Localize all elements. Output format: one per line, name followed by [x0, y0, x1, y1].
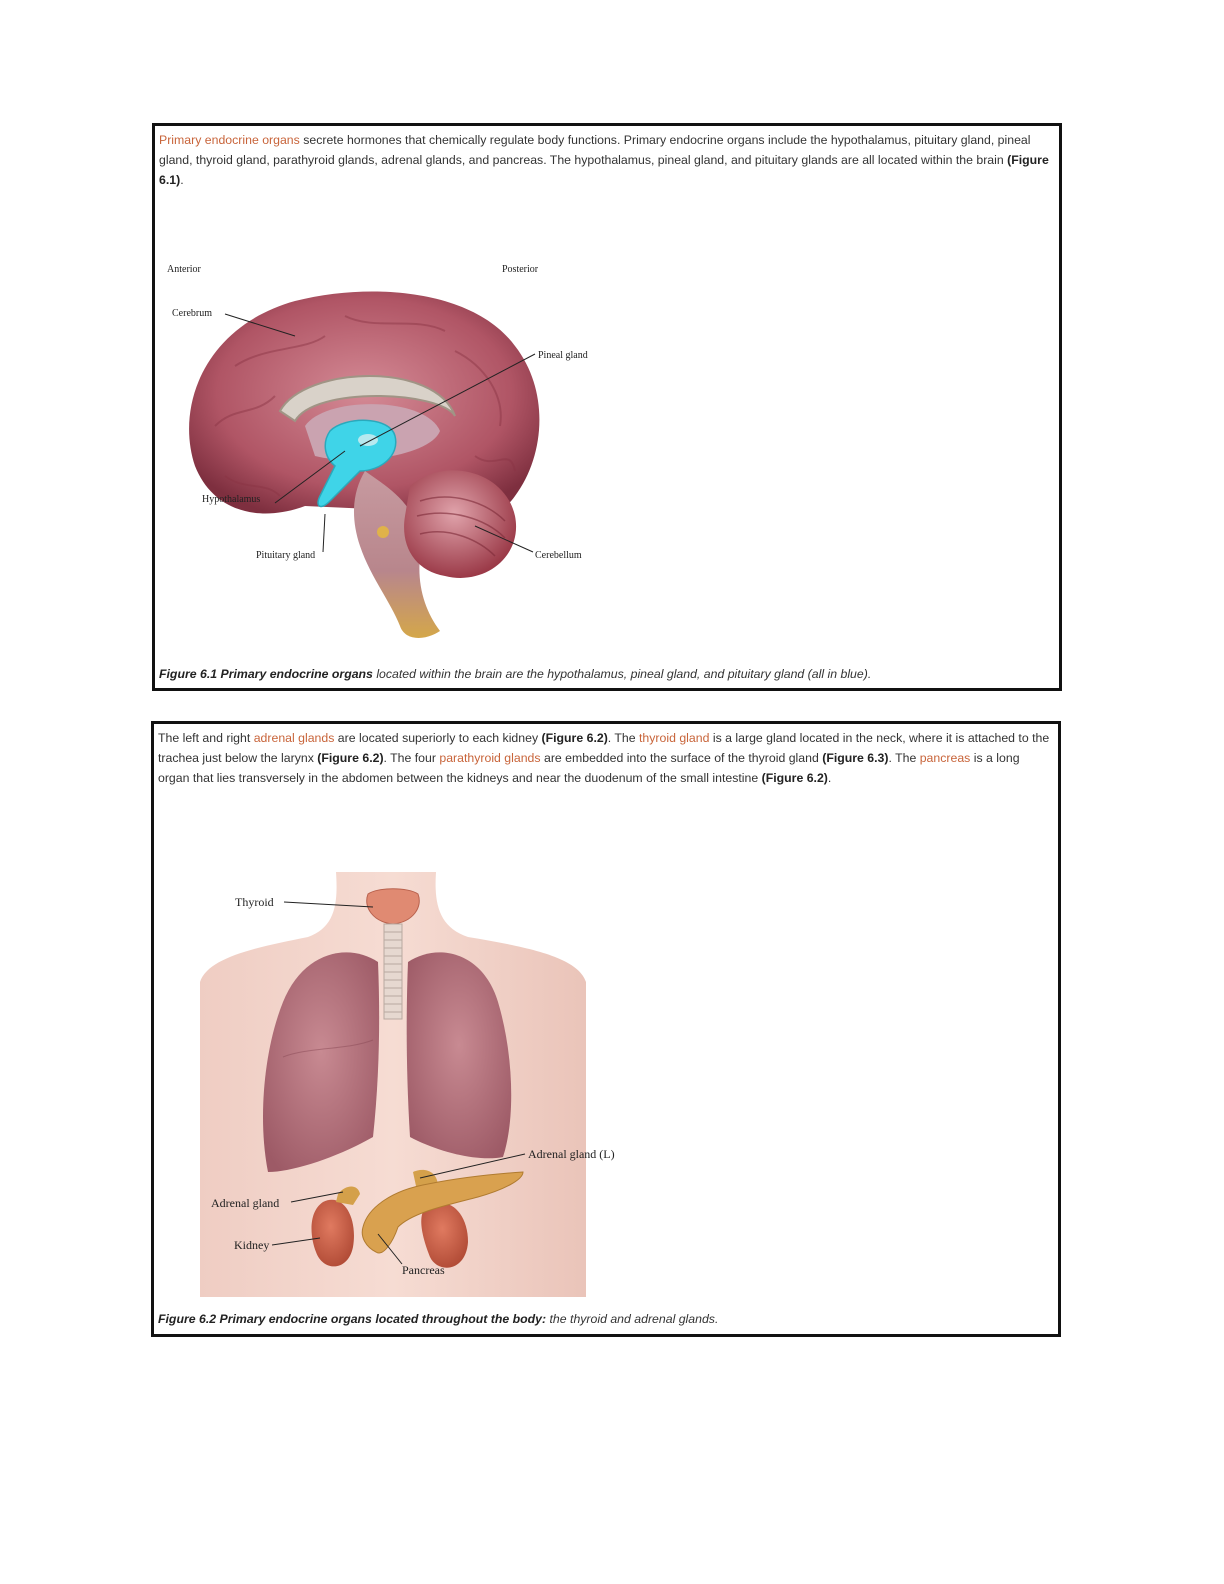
paragraph-text: . [827, 771, 832, 785]
paragraph-text: . [180, 173, 184, 187]
figure-caption-6-2 [158, 1312, 718, 1326]
paragraph-text: is a large gland located in the neck, where it is attached to the trachea just below the larynx [158, 731, 1050, 765]
figure-card-brain [152, 123, 1062, 691]
label-pituitary-gland: Pituitary gland [256, 550, 316, 561]
figure-ref-6-1[interactable]: (Figure 6.1) [159, 153, 1049, 187]
term-adrenal-glands[interactable]: adrenal glands [253, 731, 335, 745]
figure-card-body [151, 721, 1061, 1337]
term-primary-endocrine-organs[interactable]: Primary endocrine organs [159, 133, 300, 147]
figure-ref-6-2[interactable]: (Figure 6.2) [761, 771, 828, 785]
label-thyroid: Thyroid [235, 895, 274, 909]
torso-illustration [198, 872, 638, 1297]
caption-text: the thyroid and adrenal glands. [546, 1312, 719, 1326]
label-pineal-gland: Pineal gland [538, 350, 588, 361]
paragraph-text: The left and right [158, 731, 254, 745]
label-cerebrum: Cerebrum [172, 308, 212, 319]
label-posterior: Posterior [502, 264, 539, 275]
pituitary-dot [377, 526, 389, 538]
caption-text: located within the brain are the hypothalamus, pineal gland, and pituitary gland (all in blue). [372, 667, 872, 681]
paragraph-text: . The [607, 731, 640, 745]
label-adrenal-gland-left: Adrenal gland (L) [528, 1147, 615, 1161]
label-adrenal-gland: Adrenal gland [211, 1196, 280, 1210]
intro-paragraph [159, 130, 1053, 190]
figure-ref-6-2[interactable]: (Figure 6.2) [541, 731, 608, 745]
paragraph-text: . The four [383, 751, 440, 765]
figure-ref-6-2[interactable]: (Figure 6.2) [317, 751, 384, 765]
paragraph-text: are located superiorly to each kidney [334, 731, 542, 745]
organs-paragraph [158, 728, 1052, 788]
label-pancreas: Pancreas [402, 1263, 445, 1277]
paragraph-text: . The [888, 751, 920, 765]
paragraph-text: is a long organ that lies transversely in the abdomen between the kidneys and near the duodenum of the small intestine [158, 751, 1020, 785]
brain-illustration [155, 256, 615, 656]
caption-bold: Figure 6.1 Primary endocrine organs [159, 667, 373, 681]
term-parathyroid-glands[interactable]: parathyroid glands [439, 751, 541, 765]
figure-caption-6-1 [159, 667, 871, 681]
caption-bold: Figure 6.2 Primary endocrine organs located throughout the body: [158, 1312, 547, 1326]
figure-ref-6-3[interactable]: (Figure 6.3) [822, 751, 889, 765]
label-kidney: Kidney [234, 1238, 270, 1252]
term-pancreas[interactable]: pancreas [919, 751, 971, 765]
paragraph-text: secrete hormones that chemically regulate body functions. Primary endocrine organs include the hypothalamus, pituitary gland, pineal gland, thyroid gland, parathyroid glands, adrenal glands, and pancreas. The hypothalamus, pineal gland, and pituitary glands are all located within the brain [159, 133, 1031, 167]
trachea [384, 924, 402, 1019]
label-hypothalamus: Hypothalamus [202, 494, 261, 505]
label-anterior: Anterior [167, 264, 201, 275]
paragraph-text: are embedded into the surface of the thyroid gland [540, 751, 823, 765]
term-thyroid-gland[interactable]: thyroid gland [639, 731, 710, 745]
label-cerebellum: Cerebellum [535, 550, 582, 561]
